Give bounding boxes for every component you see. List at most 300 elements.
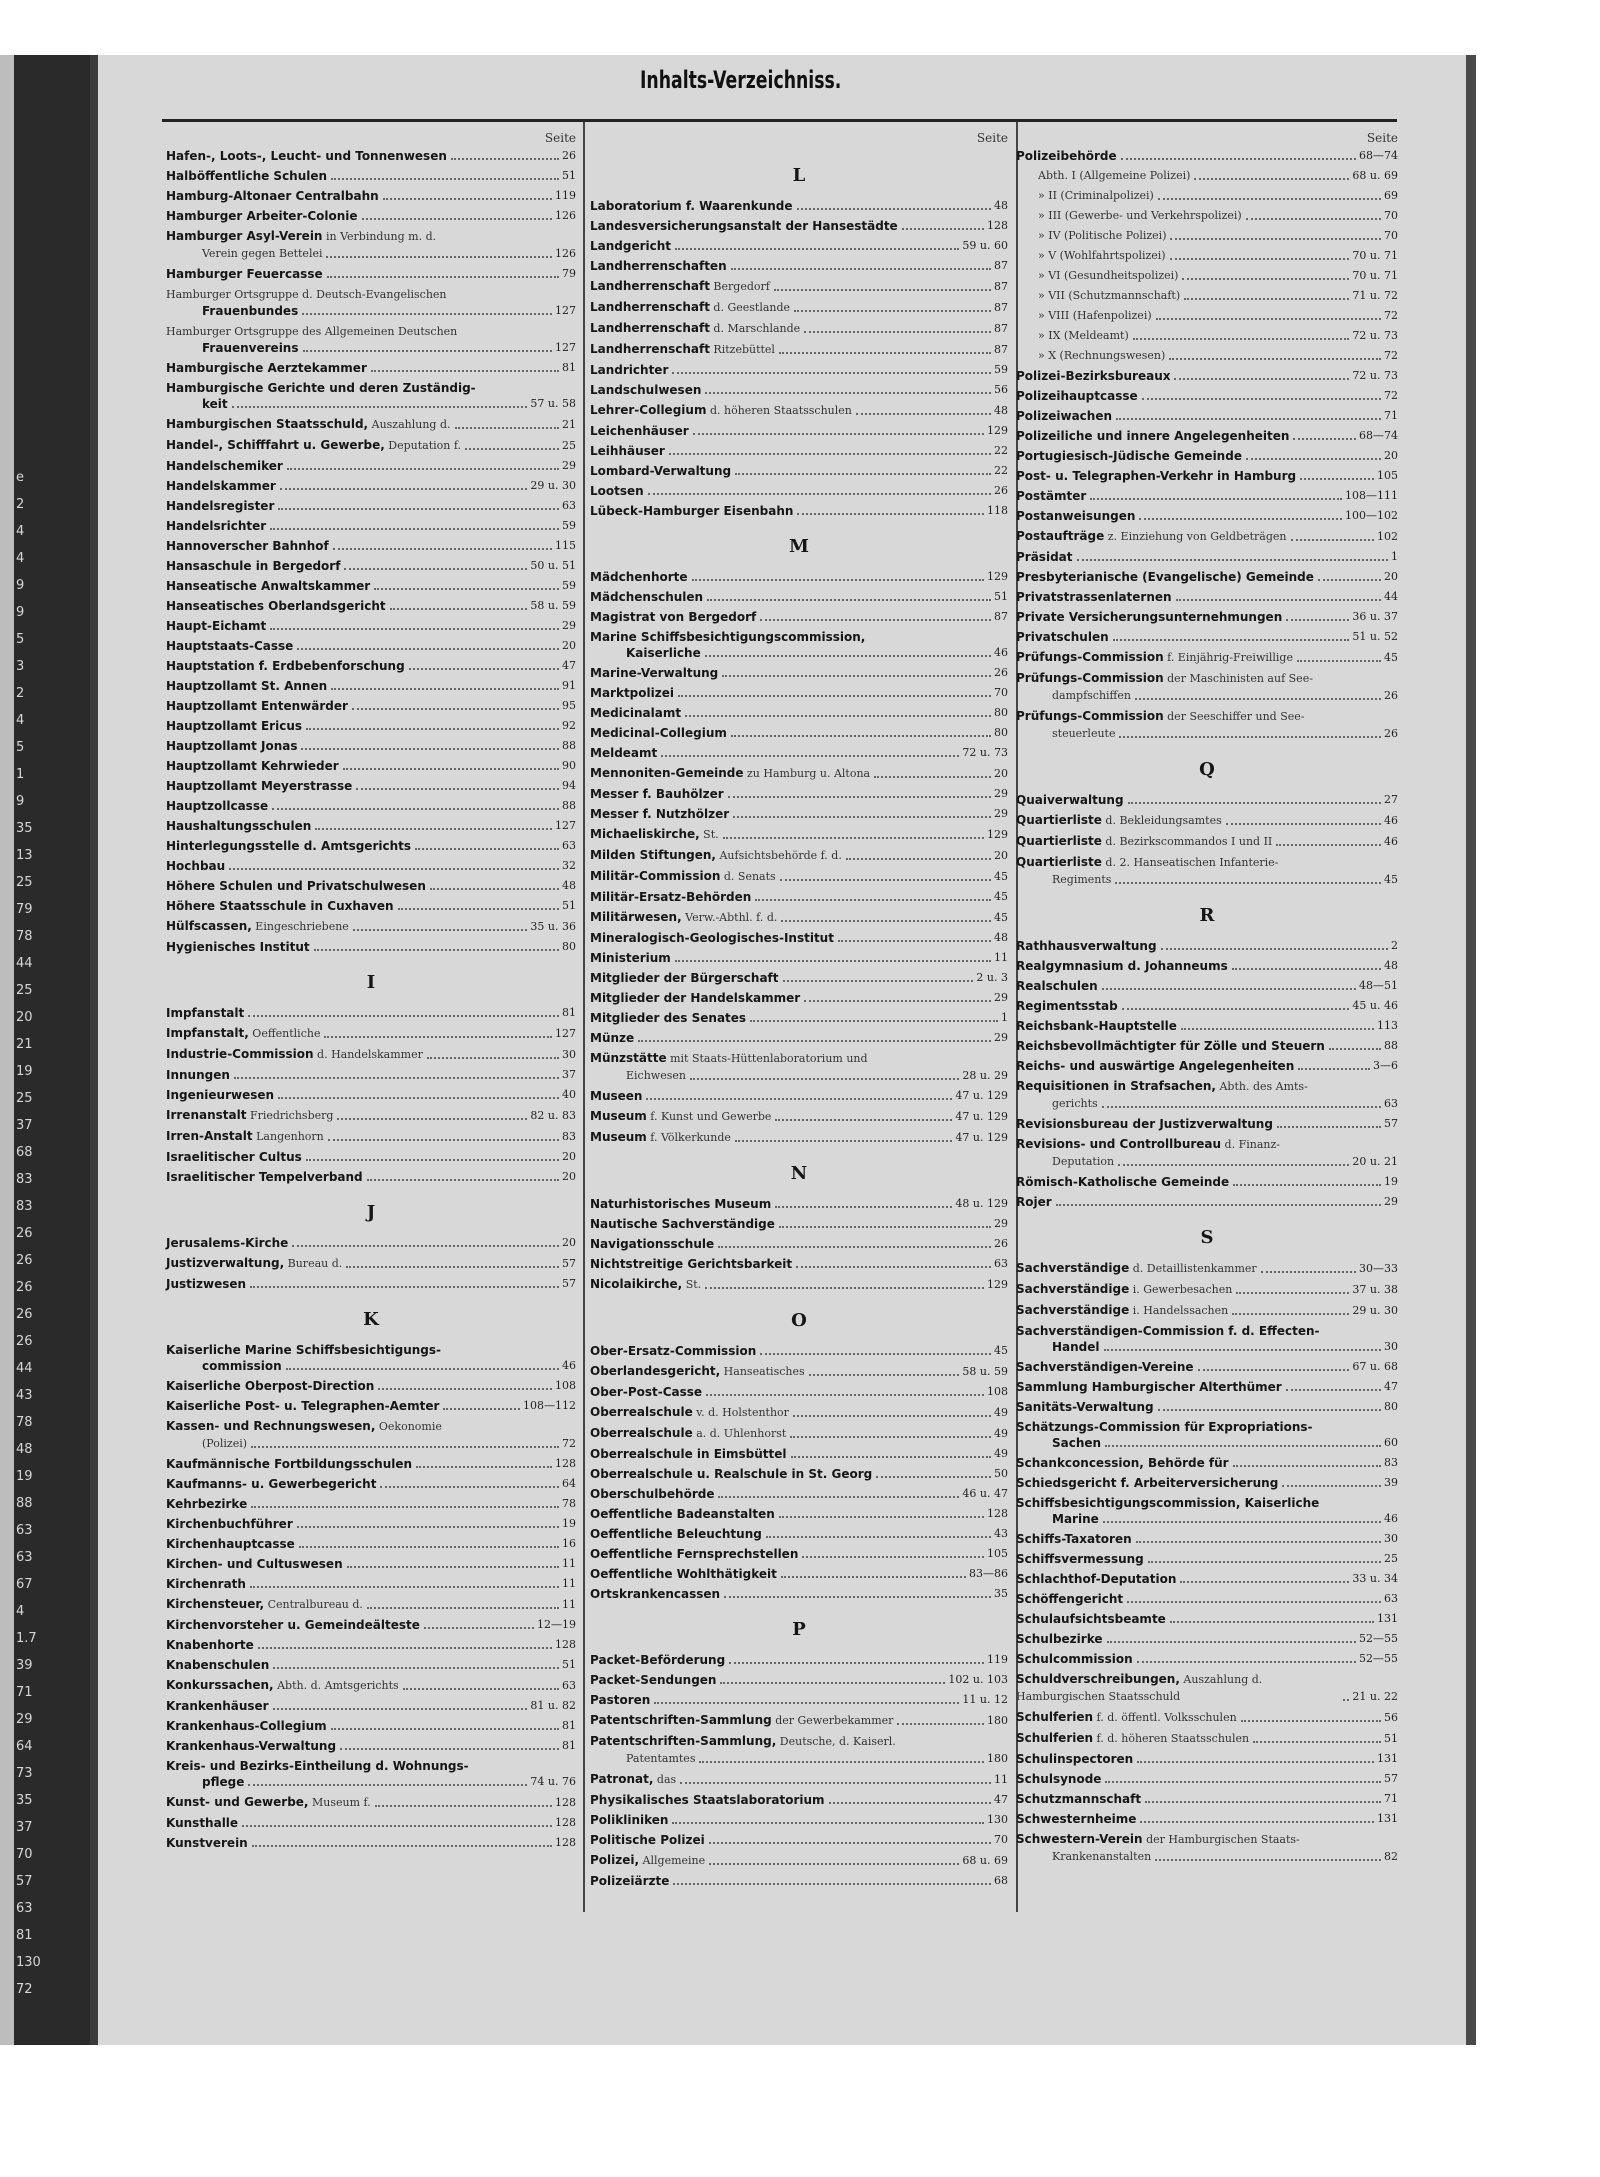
index-entry [166, 1718, 576, 1734]
entry-title [590, 685, 674, 701]
page-number: 63 [562, 499, 576, 512]
index-entry [590, 1010, 1008, 1026]
page-number: 127 [555, 819, 576, 832]
entry-title [1016, 549, 1073, 565]
page-number: 128 [555, 1638, 576, 1651]
page-number: 30 [1384, 1340, 1398, 1353]
entry-title [1016, 1379, 1282, 1395]
page-number: 46 [1384, 814, 1398, 827]
entry-title [590, 1276, 701, 1293]
entry-heading: Museen [590, 1089, 643, 1103]
leader-dots [427, 1057, 559, 1059]
page-number: 26 [1384, 727, 1398, 740]
page-number: 127 [555, 341, 576, 354]
index-entry [166, 1637, 576, 1653]
entry-heading: Landgericht [590, 239, 672, 253]
leader-dots [1161, 948, 1388, 950]
entry-heading: Kunsthalle [166, 1816, 239, 1830]
page-number: 87 [994, 343, 1008, 356]
entry-heading: Oeffentliche Badeanstalten [590, 1507, 775, 1521]
leader-dots [1236, 1292, 1349, 1294]
index-entry [166, 1276, 576, 1292]
section-letter: K [363, 1309, 379, 1330]
entry-heading: Jerusalems-Kirche [166, 1236, 289, 1250]
page-number: 51 [1384, 1732, 1398, 1745]
entry-heading: Landesversicherungsanstalt der Hansestädte [590, 219, 898, 233]
entry-heading: Innungen [166, 1068, 230, 1082]
entry-title [1016, 629, 1109, 645]
seite-label: Seite [544, 131, 576, 145]
leader-dots [775, 1206, 952, 1208]
entry-title [1016, 368, 1170, 384]
page-number: 49 [994, 1447, 1008, 1460]
leader-dots [1329, 1048, 1381, 1050]
index-entry [590, 503, 1008, 519]
entry-title [1016, 1116, 1273, 1132]
leader-dots [1233, 1184, 1381, 1186]
entry-detail: der Maschinisten auf See- [1163, 672, 1313, 685]
entry-heading: Hamburg-Altonaer Centralbahn [166, 189, 379, 203]
index-entry [166, 678, 576, 694]
leader-dots [1090, 498, 1342, 500]
entry-continuation [166, 245, 322, 262]
leader-dots [760, 619, 991, 621]
leader-dots [403, 1688, 559, 1690]
index-entry [1016, 168, 1398, 184]
leader-dots [1194, 178, 1349, 180]
margin-number: 9 [16, 578, 25, 593]
index-entry [1016, 1671, 1398, 1705]
entry-title [590, 1343, 756, 1359]
index-entry [166, 1398, 576, 1414]
entry-detail: der Hamburgischen Staats- [1142, 1833, 1300, 1846]
index-entry [1016, 1058, 1398, 1074]
leader-dots [1135, 698, 1381, 700]
entry-heading: Schutzmannschaft [1016, 1792, 1142, 1806]
index-entry [590, 443, 1008, 459]
leader-dots [287, 468, 559, 470]
page-number: 51 u. 52 [1352, 630, 1398, 643]
entry-detail: » X (Rechnungswesen) [1038, 349, 1166, 362]
entry-title [166, 286, 447, 303]
index-entry [590, 1129, 1008, 1146]
entry-title [1016, 1078, 1308, 1095]
leader-dots [352, 708, 559, 710]
leader-dots [731, 268, 991, 270]
entry-heading: Marine Schiffsbesichtigungscommission, [590, 630, 866, 644]
leader-dots [270, 528, 559, 530]
page-number: 19 [1384, 1175, 1398, 1188]
page-number: 127 [555, 304, 576, 317]
page-number: 80 [994, 706, 1008, 719]
index-column-3 [1016, 128, 1398, 1869]
entry-heading: Schiffsvermessung [1016, 1552, 1144, 1566]
entry-title [590, 1771, 676, 1788]
page-number: 29 u. 30 [530, 479, 576, 492]
entry-heading: Sachverständige [1016, 1282, 1130, 1296]
leader-dots [1180, 1581, 1349, 1583]
page-number: 83 [562, 1130, 576, 1143]
page-number: 30 [1384, 1532, 1398, 1545]
leader-dots [278, 508, 559, 510]
index-entry-continuation [1016, 1095, 1398, 1112]
page-number: 58 u. 59 [530, 599, 576, 612]
entry-detail: » II (Criminalpolizei) [1038, 189, 1154, 202]
page-number: 91 [562, 679, 576, 692]
index-entry [166, 1516, 576, 1532]
leader-dots [685, 715, 991, 717]
entry-detail: Deutsche, d. Kaiserl. [776, 1735, 896, 1748]
entry-title [1016, 1018, 1177, 1034]
margin-number: e [16, 470, 24, 485]
margin-number: 21 [16, 1037, 33, 1052]
entry-heading: Kehrbezirke [166, 1497, 248, 1511]
page-number: 131 [1377, 1812, 1398, 1825]
index-entry [1016, 1136, 1398, 1170]
entry-heading: Höhere Schulen und Privatschulwesen [166, 879, 426, 893]
entry-heading: Knabenschulen [166, 1658, 270, 1672]
entry-title [590, 1363, 805, 1380]
entry-detail-cont: Patentamtes [626, 1752, 696, 1765]
entry-detail: Oeffentliche [248, 1027, 321, 1040]
page-number: 72 [562, 1437, 576, 1450]
entry-heading: Patentschriften-Sammlung, [590, 1734, 777, 1748]
page-number: 28 u. 29 [962, 1069, 1008, 1082]
page-number: 180 [987, 1752, 1008, 1765]
entry-title [590, 909, 777, 926]
entry-heading-cont: Frauenbundes [202, 304, 299, 318]
index-entry [590, 745, 1008, 761]
index-entry [166, 478, 576, 494]
entry-title [166, 718, 302, 734]
entry-title [166, 1815, 238, 1831]
margin-number: 26 [16, 1280, 33, 1295]
page-number: 47 [1384, 1380, 1398, 1393]
leader-dots [1107, 1641, 1357, 1643]
page-number: 20 [1384, 449, 1398, 462]
leader-dots [1286, 619, 1349, 621]
index-entry [590, 362, 1008, 378]
index-entry [590, 868, 1008, 885]
entry-title [166, 1107, 333, 1124]
index-entry [166, 1378, 576, 1394]
entry-continuation [590, 1750, 695, 1767]
entry-detail: » IX (Meldeamt) [1038, 329, 1129, 342]
entry-title [590, 463, 731, 479]
index-entry [166, 1576, 576, 1592]
index-entry [590, 1384, 1008, 1400]
index-entry [166, 380, 576, 412]
margin-number: 72 [16, 1982, 33, 1997]
page-number: 46 [994, 646, 1008, 659]
index-entry [590, 1832, 1008, 1848]
leader-dots [856, 413, 991, 415]
leader-dots [1105, 1445, 1381, 1447]
margin-number: 130 [16, 1955, 41, 1970]
page-number: 58 u. 59 [962, 1365, 1008, 1378]
index-entry [1016, 1302, 1398, 1319]
seite-label: Seite [976, 131, 1008, 145]
margin-number: 4 [16, 713, 25, 728]
entry-detail: » V (Wohlfahrtspolizei) [1038, 249, 1166, 262]
leader-dots [451, 158, 559, 160]
leader-dots [306, 1159, 559, 1161]
margin-number: 63 [16, 1901, 33, 1916]
index-entry [590, 463, 1008, 479]
margin-number: 78 [16, 929, 33, 944]
entry-title [1016, 1260, 1257, 1277]
entry-heading: Hamburgischen Staatsschuld, [166, 417, 369, 431]
leader-dots [1232, 1313, 1349, 1315]
leader-dots [1121, 158, 1356, 160]
entry-heading: Landherrenschaft [590, 279, 710, 293]
entry-title [166, 1738, 336, 1754]
title-rule [162, 119, 1397, 122]
index-entry [166, 1476, 576, 1492]
entry-detail: d. höheren Staatsschulen [706, 404, 852, 417]
index-entry [166, 1107, 576, 1124]
section-letter: L [792, 165, 806, 186]
leader-dots [705, 655, 991, 657]
page-number: 59 [994, 363, 1008, 376]
entry-heading: Nichtstreitige Gerichtsbarkeit [590, 1257, 793, 1271]
margin-number: 88 [16, 1496, 33, 1511]
margin-number: 4 [16, 1604, 25, 1619]
leader-dots [455, 427, 560, 429]
leader-dots [673, 1883, 991, 1885]
entry-heading: Knabenhorte [166, 1638, 254, 1652]
entry-title [1016, 792, 1124, 808]
index-entry [166, 1677, 576, 1694]
index-entry [166, 1087, 576, 1103]
entry-heading: Impfanstalt [166, 1006, 245, 1020]
entry-heading: Hannoverscher Bahnhof [166, 539, 329, 553]
index-entry [166, 437, 576, 454]
index-entry [166, 878, 576, 894]
index-entry [1016, 1281, 1398, 1298]
leader-dots [690, 1078, 959, 1080]
index-entry [1016, 958, 1398, 974]
page-number: 47 u. 129 [955, 1110, 1008, 1123]
entry-title [1016, 1751, 1133, 1767]
index-entry [1016, 670, 1398, 704]
entry-title [590, 1425, 786, 1442]
entry-continuation [1016, 1153, 1114, 1170]
entry-title [1016, 1611, 1166, 1627]
index-entry [590, 1586, 1008, 1602]
index-entry [1016, 1751, 1398, 1767]
page-number: 59 [562, 579, 576, 592]
page-number: 35 u. 36 [530, 920, 576, 933]
entry-title [1016, 408, 1112, 424]
index-entry [590, 1256, 1008, 1272]
index-entry [166, 266, 576, 282]
entry-heading: Rathhausverwaltung [1016, 939, 1157, 953]
index-entry [166, 148, 576, 164]
index-entry [1016, 1038, 1398, 1054]
page-number: 81 [562, 1006, 576, 1019]
entry-heading: Reichsbank-Hauptstelle [1016, 1019, 1177, 1033]
entry-continuation [166, 1358, 282, 1374]
leader-dots [1113, 639, 1350, 641]
leader-dots [367, 1179, 559, 1181]
entry-detail: a. d. Uhlenhorst [692, 1427, 787, 1440]
index-entry [166, 1835, 576, 1851]
leader-dots [791, 1456, 991, 1458]
entry-title [590, 725, 727, 741]
entry-heading: Marine-Verwaltung [590, 666, 719, 680]
entry-heading: Landschulwesen [590, 383, 702, 397]
leader-dots [693, 433, 984, 435]
leader-dots [1291, 539, 1375, 541]
entry-title [1016, 938, 1157, 954]
page-number: 43 [994, 1527, 1008, 1540]
index-entry [166, 1556, 576, 1572]
leader-dots [705, 1287, 984, 1289]
entry-heading: Quaiverwaltung [1016, 793, 1124, 807]
entry-title [1016, 1058, 1294, 1074]
index-entry [1016, 1631, 1398, 1647]
leader-dots [242, 1825, 552, 1827]
index-entry [590, 847, 1008, 864]
entry-title [1016, 649, 1293, 666]
entry-title [1016, 448, 1242, 464]
margin-number: 64 [16, 1739, 33, 1754]
entry-title [166, 437, 461, 454]
margin-number: 29 [16, 1712, 33, 1727]
index-entry [590, 970, 1008, 986]
section-letter: O [791, 1310, 807, 1331]
entry-heading-cont: Sachen [1052, 1436, 1102, 1450]
entry-heading: Realschulen [1016, 979, 1098, 993]
page-number: 63 [1384, 1097, 1398, 1110]
entry-title [166, 578, 370, 594]
leader-dots [346, 1266, 559, 1268]
index-entry [590, 278, 1008, 295]
entry-title [166, 838, 411, 854]
leader-dots [705, 392, 991, 394]
page-number: 32 [562, 859, 576, 872]
entry-title [1016, 1194, 1052, 1210]
entry-continuation [166, 396, 228, 412]
index-entry [590, 1236, 1008, 1252]
entry-detail: d. 2. Hanseatischen Infanterie- [1101, 856, 1279, 869]
entry-heading: Leihhäuser [590, 444, 665, 458]
leader-dots [362, 218, 552, 220]
index-entry [1016, 1551, 1398, 1567]
margin-number: 81 [16, 1928, 33, 1943]
page-number: 37 [562, 1068, 576, 1081]
entry-heading: Kreis- und Bezirks-Eintheilung d. Wohnungs- [166, 1759, 469, 1773]
entry-title [590, 868, 776, 885]
entry-heading: Hauptzollamt St. Annen [166, 679, 328, 693]
leader-dots [728, 796, 991, 798]
page-number: 29 [994, 1031, 1008, 1044]
entry-heading: Landherrenschaft [590, 300, 710, 314]
margin-number: 37 [16, 1118, 33, 1133]
index-entry [166, 416, 576, 433]
index-entry [1016, 812, 1398, 829]
page-number: 94 [562, 779, 576, 792]
entry-heading: Presbyterianische (Evangelische) Gemeinde [1016, 570, 1314, 584]
index-entry [590, 950, 1008, 966]
entry-title [590, 278, 770, 295]
margin-number: 13 [16, 848, 33, 863]
entry-heading: Polizeiwachen [1016, 409, 1113, 423]
index-entry [166, 1149, 576, 1165]
index-entry [1016, 938, 1398, 954]
entry-heading: Museum [590, 1130, 647, 1144]
leader-dots [465, 448, 559, 450]
entry-heading: Leichenhäuser [590, 424, 689, 438]
entry-title [1016, 812, 1222, 829]
entry-title [166, 738, 297, 754]
index-entry [1016, 609, 1398, 625]
entry-heading: Handelskammer [166, 479, 276, 493]
index-entry-continuation [166, 1774, 576, 1790]
leader-dots [1102, 1106, 1381, 1108]
entry-title [590, 1672, 716, 1688]
page-number: 72 [1384, 349, 1398, 362]
page-number: 45 [1384, 873, 1398, 886]
leader-dots [286, 1368, 559, 1370]
entry-title [166, 1235, 288, 1251]
entry-detail: Abth. I (Allgemeine Polizei) [1038, 169, 1191, 182]
page-number: 45 [994, 1344, 1008, 1357]
entry-detail-cont: Krankenanstalten [1052, 1850, 1152, 1863]
entry-title [166, 1087, 274, 1103]
leader-dots [1253, 1741, 1381, 1743]
index-entry [166, 360, 576, 376]
index-entry-line [1016, 708, 1398, 725]
leader-dots [802, 1556, 984, 1558]
leader-dots [297, 1526, 559, 1528]
leader-dots [1232, 968, 1381, 970]
entry-title [1016, 1302, 1228, 1319]
entry-title [166, 1169, 363, 1185]
index-entry [590, 1546, 1008, 1562]
entry-heading: Museum [590, 1109, 647, 1123]
entry-heading: Packet-Beförderung [590, 1653, 726, 1667]
section-letter: N [790, 1163, 808, 1184]
leader-dots [646, 1098, 952, 1100]
leader-dots [1298, 1068, 1370, 1070]
index-entry-line [166, 1418, 576, 1435]
entry-heading: Hauptzollamt Entenwärder [166, 699, 348, 713]
entry-title [166, 1516, 293, 1532]
page-number: 52—55 [1359, 1632, 1398, 1645]
margin-number: 26 [16, 1307, 33, 1322]
page-number: 127 [555, 1027, 576, 1040]
index-entry [166, 188, 576, 204]
entry-title [1016, 348, 1165, 364]
entry-title [1016, 670, 1313, 687]
entry-title [166, 1067, 230, 1083]
leader-dots [1184, 298, 1349, 300]
leader-dots [326, 256, 552, 258]
entry-title [1016, 854, 1278, 871]
leader-dots [648, 493, 991, 495]
entry-title [166, 1794, 371, 1811]
entry-heading-cont: keit [202, 397, 228, 411]
entry-detail: Bureau d. [284, 1257, 343, 1270]
index-entry [1016, 854, 1398, 888]
margin-number: 26 [16, 1334, 33, 1349]
entry-title [166, 918, 349, 935]
index-entry [1016, 368, 1398, 384]
entry-detail: d. Senats [720, 870, 776, 883]
entry-title [166, 360, 367, 376]
